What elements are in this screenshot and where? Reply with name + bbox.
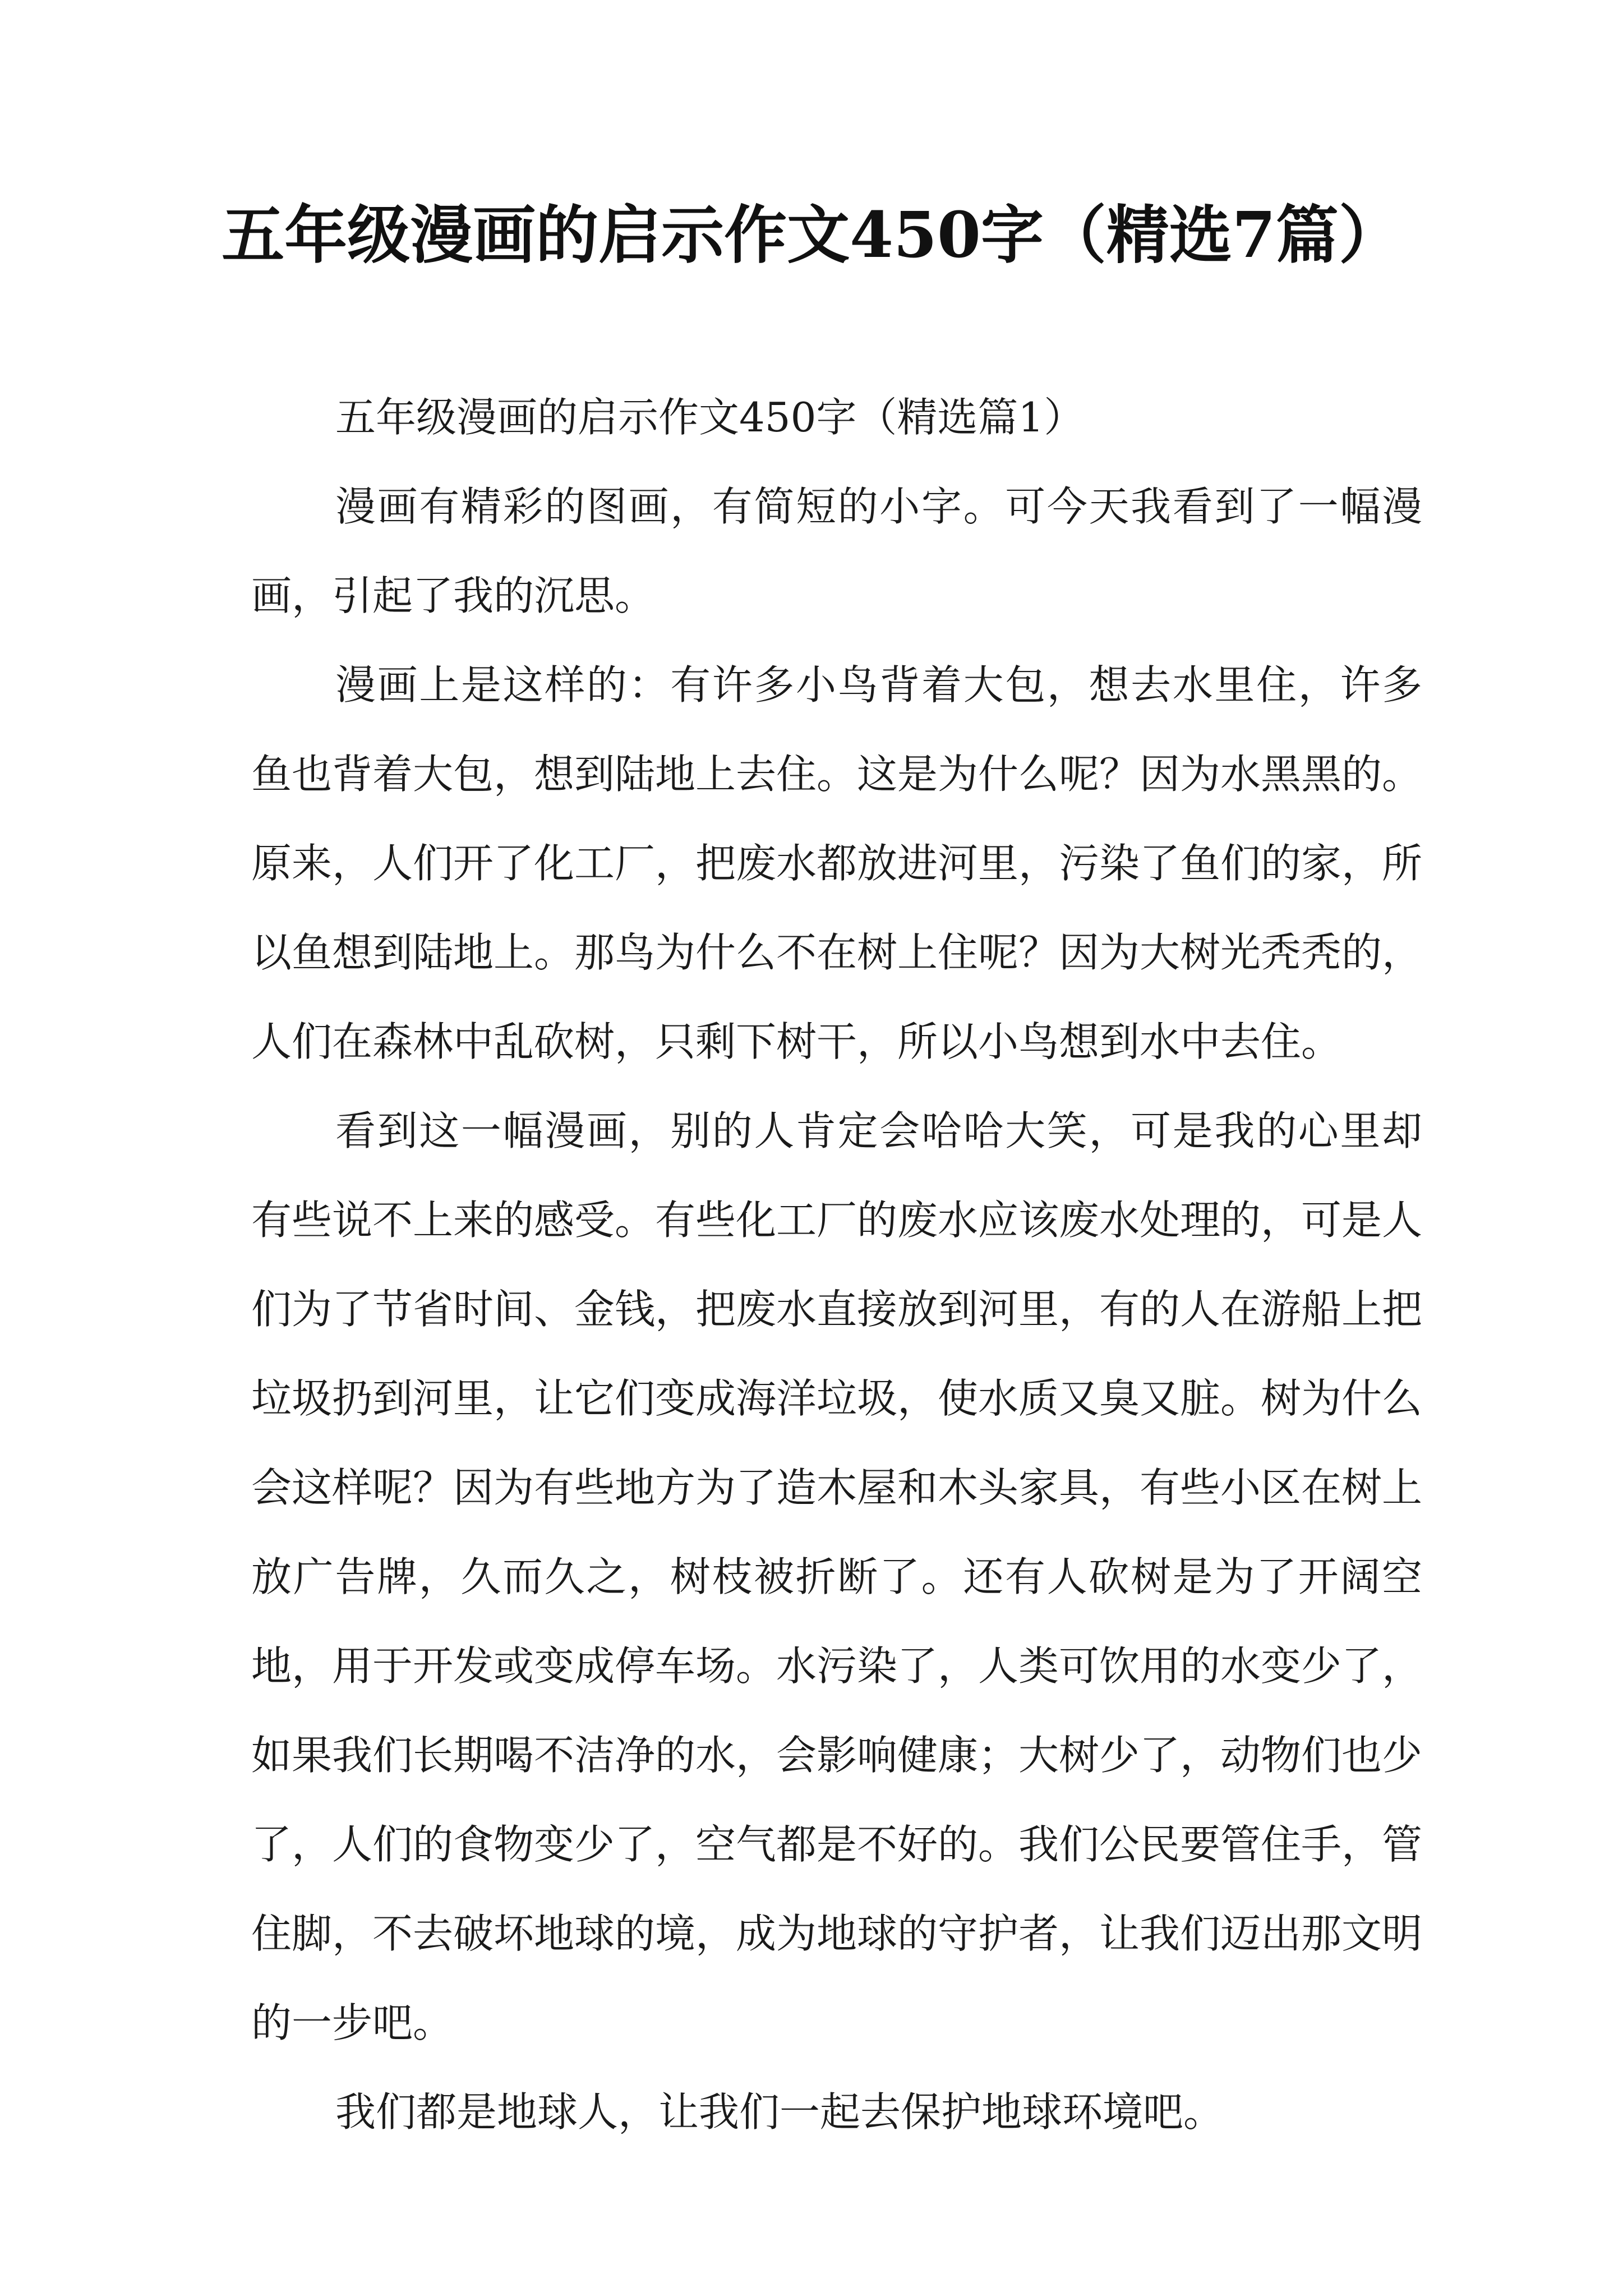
paragraph: 我们都是地球人，让我们一起去保护地球环境吧。 — [335, 2088, 1224, 2136]
paragraph: 漫画上是这样的：有许多小鸟背着大包，想去水里住，许多鱼也背着大包，想到陆地上去住。这是为什么呢？因为水黑黑的。原来，人们开了化工厂，把废水都放进河里，污染了鱼们的家，所以鱼想到陆地上。那鸟为什么不在树上住呢？因为大树光秃秃的，人们在森林中乱砍树，只剩下树干，所以小鸟想到水中去住。 — [251, 661, 1423, 1065]
paragraph: 漫画有精彩的图画，有简短的小字。可今天我看到了一幅漫画，引起了我的沉思。 — [251, 483, 1422, 619]
document-title: 五年级漫画的启示作文450字（精选7篇） — [222, 199, 1401, 272]
document-body — [251, 373, 1422, 2157]
section-heading: 五年级漫画的启示作文450字（精选篇1） — [335, 394, 1085, 441]
paragraph: 看到这一幅漫画，别的人肯定会哈哈大笑，可是我的心里却有些说不上来的感受。有些化工厂的废水应该废水处理的，可是人们为了节省时间、金钱，把废水直接放到河里，有的人在游船上把垃圾扔到河里，让它们变成海洋垃圾，使水质又臭又脏。树为什么会这样呢？因为有些地方为了造木屋和木头家具，有些小区在树上放广告牌，久而久之，树枝被折断了。还有人砍树是为了开阔空地，用于开发或变成停车场。水污染了，人类可饮用的水变少了，如果我们长期喝不洁净的水，会影响健康；大树少了，动物们也少了，人们的食物变少了，空气都是不好的。我们公民要管住手，管住脚，不去破坏地球的境，成为地球的守护者，让我们迈出那文明的一步吧。 — [251, 1107, 1423, 2046]
